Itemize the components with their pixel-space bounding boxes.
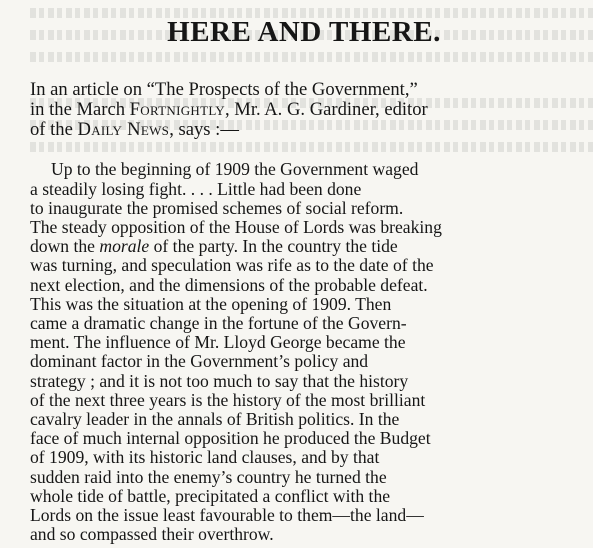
quote-line: strategy ; and it is not too much to say that the history bbox=[30, 370, 409, 391]
publication-name: Fortnightly bbox=[129, 98, 225, 120]
quote-line: Up to the beginning of 1909 the Government waged bbox=[51, 159, 419, 180]
article bbox=[30, 0, 578, 544]
quote-line: to inaugurate the promised schemes of social reform. bbox=[30, 197, 404, 218]
quote-text: of the party. In the country the tide bbox=[149, 236, 398, 257]
quote-text: down the bbox=[30, 236, 100, 257]
quote-line: next election, and the dimensions of the probable defeat. bbox=[30, 274, 428, 295]
quote-line: whole tide of battle, precipitated a conflict with the bbox=[30, 485, 391, 506]
intro-line-3 bbox=[30, 120, 578, 140]
quote-line: a steadily losing fight. . . . Little had been done bbox=[30, 178, 362, 199]
quote-emphasis: morale bbox=[99, 236, 150, 257]
quote-line: cavalry leader in the annals of British politics. In the bbox=[30, 409, 400, 430]
quote-line: The steady opposition of the House of Lords was breaking bbox=[30, 217, 442, 237]
article-heading: HERE AND THERE. bbox=[167, 16, 441, 48]
quote-line: of 1909, with its historic land clauses, and by that bbox=[30, 447, 380, 468]
quote-line: was turning, and speculation was rife as to the date of the bbox=[30, 255, 434, 276]
quote-line: came a dramatic change in the fortune of the Govern- bbox=[30, 313, 407, 334]
intro-line-2 bbox=[30, 100, 578, 120]
quote-line: This was the situation at the opening of 1909. Then bbox=[30, 293, 392, 314]
intro-paragraph bbox=[30, 80, 578, 139]
quote-line bbox=[30, 237, 578, 256]
quote-line: and so compassed their overthrow. bbox=[30, 524, 274, 545]
quote-line: dominant factor in the Government’s policy and bbox=[30, 351, 369, 372]
quote-line: ment. The influence of Mr. Lloyd George became the bbox=[30, 332, 406, 353]
intro-text: , Mr. A. G. Gardiner, editor bbox=[224, 98, 428, 120]
quoted-passage bbox=[30, 160, 578, 544]
intro-text: of the bbox=[30, 118, 78, 140]
quote-line: sudden raid into the enemy’s country he turned the bbox=[30, 466, 387, 487]
quote-line: Lords on the issue least favourable to them—the land— bbox=[30, 505, 424, 526]
quote-line: face of much internal opposition he produced the Budget bbox=[30, 428, 431, 449]
intro-text: in the March bbox=[30, 98, 130, 120]
quote-line: of the next three years is the history of the most brilliant bbox=[30, 389, 426, 410]
intro-line-1: In an article on “The Prospects of the Government,” bbox=[30, 79, 418, 100]
intro-text: , says :— bbox=[169, 118, 239, 140]
publication-name: Daily News bbox=[77, 118, 170, 140]
